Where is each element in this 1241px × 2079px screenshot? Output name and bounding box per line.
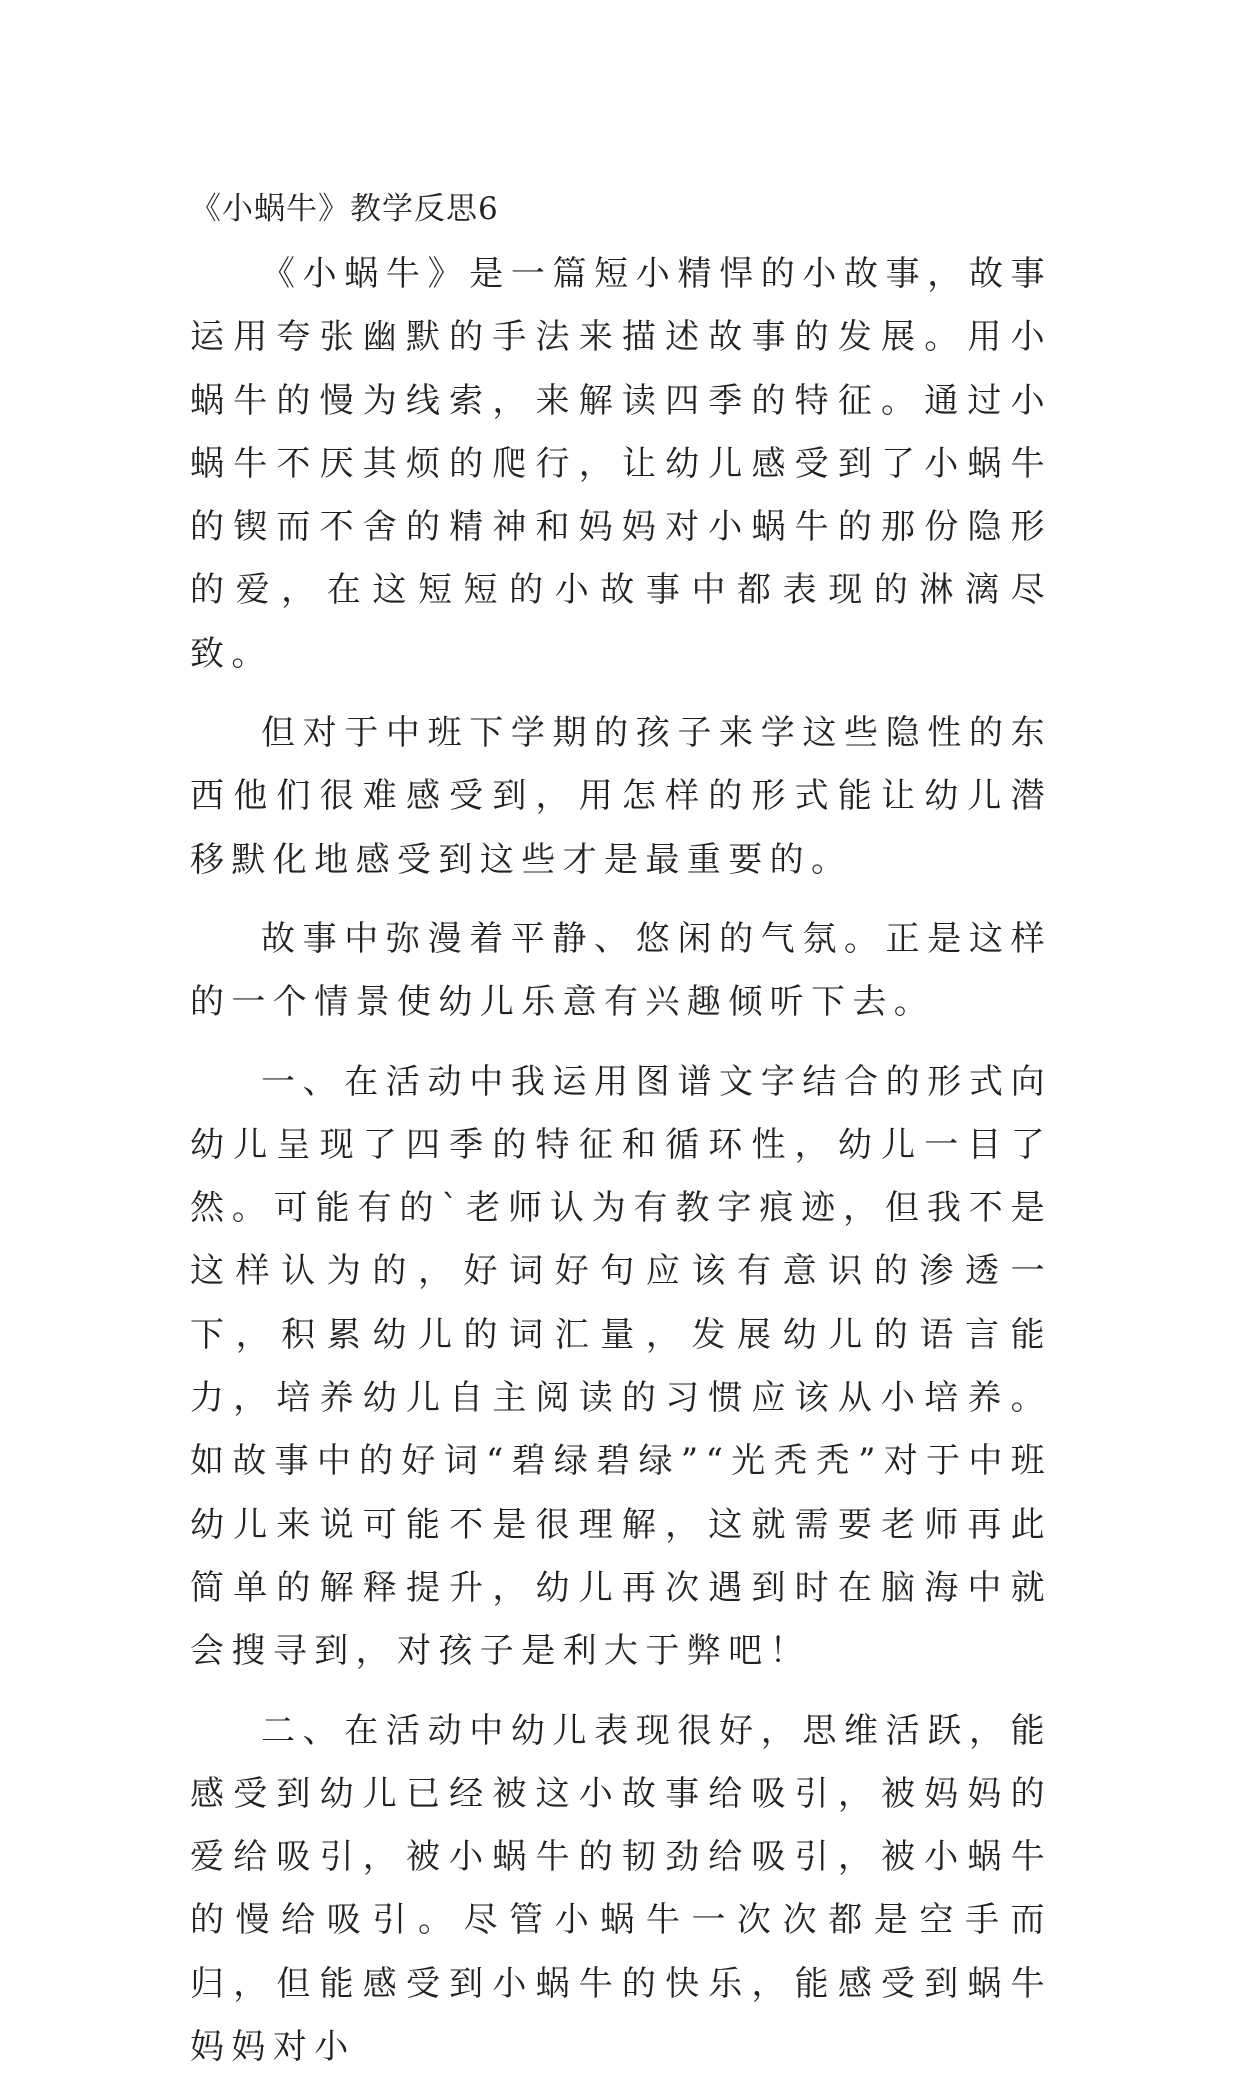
paragraph-point-one: 一、在活动中我运用图谱文字结合的形式向幼儿呈现了四季的特征和循环性，幼儿一目了然。可能有的`老师认为有教字痕迹，但我不是这样认为的，好词好句应该有意识的渗透一下，积累幼儿的词汇量，发展幼儿的语言能力，培养幼儿自主阅读的习惯应该从小培养。如故事中的好词“碧绿碧绿”“光秃秃”对于中班幼儿来说可能不是很理解，这就需要老师再此简单的解释提升，幼儿再次遇到时在脑海中就会搜寻到，对孩子是利大于弊吧！: [190, 1061, 1052, 1672]
paragraph-point-two: 二、在活动中幼儿表现很好，思维活跃，能感受到幼儿已经被这小故事给吸引，被妈妈的爱给吸引，被小蜗牛的韧劲给吸引，被小蜗牛的慢给吸引。尽管小蜗牛一次次都是空手而归，但能感受到小蜗牛的快乐，能感受到蜗牛妈妈对小: [190, 1710, 1052, 2068]
document-page: [190, 188, 1052, 2079]
paragraph-difficulty: 但对于中班下学期的孩子来学这些隐性的东西他们很难感受到，用怎样的形式能让幼儿潜移默化地感受到这些才是最重要的。: [190, 713, 1052, 880]
paragraph-atmosphere: 故事中弥漫着平静、悠闲的气氛。正是这样的一个情景使幼儿乐意有兴趣倾听下去。: [190, 918, 1052, 1023]
paragraph-intro: 《小蜗牛》是一篇短小精悍的小故事，故事运用夸张幽默的手法来描述故事的发展。用小蜗牛的慢为线索，来解读四季的特征。通过小蜗牛不厌其烦的爬行，让幼儿感受到了小蜗牛的锲而不舍的精神和妈妈对小蜗牛的那份隐形的爱，在这短短的小故事中都表现的淋漓尽致。: [190, 254, 1052, 674]
document-title: 《小蜗牛》教学反思6: [190, 191, 499, 227]
